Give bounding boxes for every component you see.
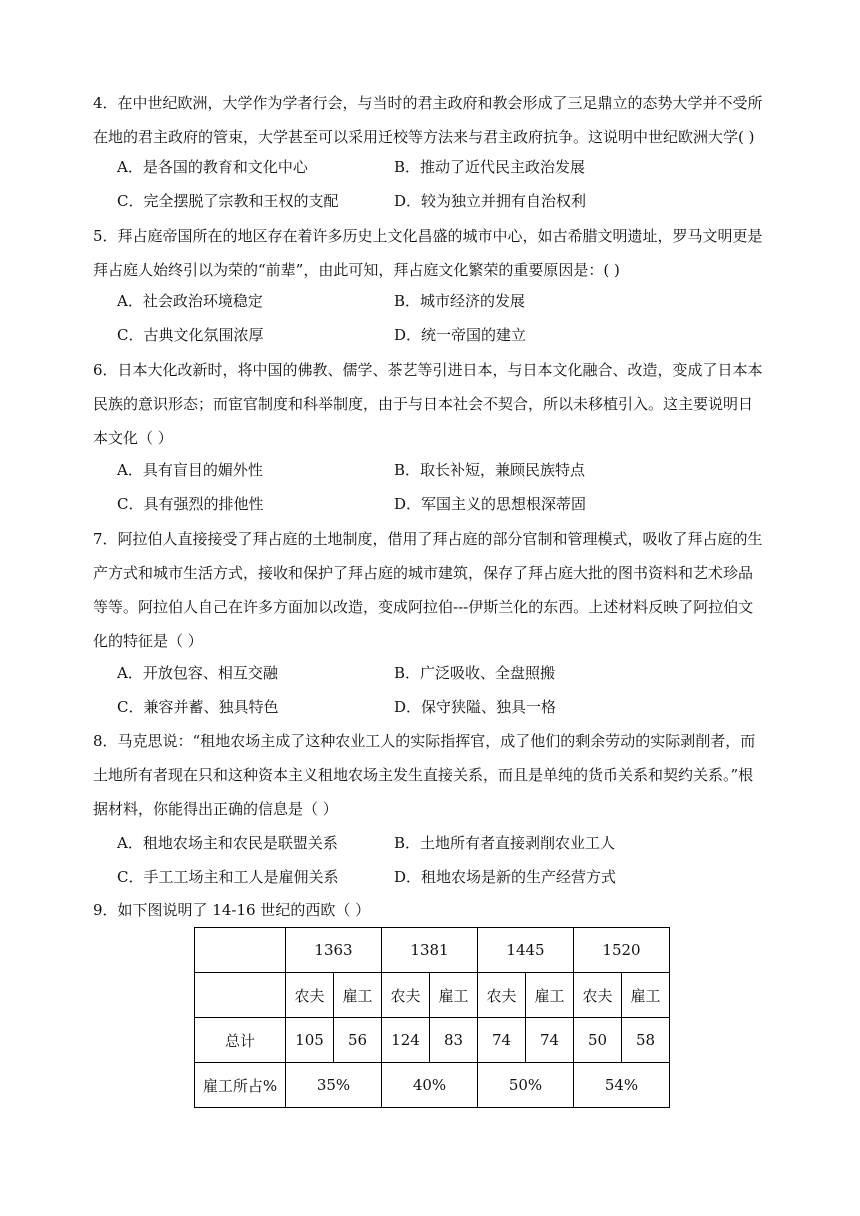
option-c[interactable]: C．具有强烈的排他性 xyxy=(117,495,264,513)
value-cell: 50 xyxy=(574,1018,622,1063)
subheader-cell: 雇工 xyxy=(526,973,574,1018)
subheader-cell: 农夫 xyxy=(286,973,334,1018)
option-d[interactable]: D．军国主义的思想根深蒂固 xyxy=(394,495,587,513)
option-d[interactable]: D．租地农场是新的生产经营方式 xyxy=(394,868,617,886)
question-text-line: 等等。阿拉伯人自己在许多方面加以改造，变成阿拉伯---伊斯兰化的东西。上述材料反映了阿拉伯文 xyxy=(93,598,754,616)
question-7-options xyxy=(117,656,767,724)
value-cell: 74 xyxy=(526,1018,574,1063)
question-text-line: 5．拜占庭帝国所在的地区存在着许多历史上文化昌盛的城市中心，如古希腊文明遗址，罗马文明更是 xyxy=(93,227,763,245)
table-row-percentages xyxy=(195,1063,670,1108)
year-header: 1445 xyxy=(478,928,574,973)
value-cell: 124 xyxy=(382,1018,430,1063)
option-b[interactable]: B．城市经济的发展 xyxy=(394,292,526,310)
option-c[interactable]: C．兼容并蓄、独具特色 xyxy=(117,698,279,716)
question-8-options xyxy=(117,826,767,894)
percent-cell: 35% xyxy=(286,1063,382,1108)
value-cell: 74 xyxy=(478,1018,526,1063)
option-c[interactable]: C．完全摆脱了宗教和王权的支配 xyxy=(117,192,339,210)
question-text-line: 8．马克思说：“租地农场主成了这种农业工人的实际指挥官，成了他们的剩余劳动的实际剥削者，而 xyxy=(93,732,756,750)
table-corner-cell xyxy=(195,928,286,973)
option-d[interactable]: D．保守狭隘、独具一格 xyxy=(394,698,557,716)
option-b[interactable]: B．取长补短，兼顾民族特点 xyxy=(394,461,586,479)
question-7 xyxy=(93,522,773,658)
option-a[interactable]: A．具有盲目的媚外性 xyxy=(117,461,263,479)
value-cell: 56 xyxy=(334,1018,382,1063)
year-header: 1520 xyxy=(574,928,670,973)
option-d[interactable]: D．统一帝国的建立 xyxy=(394,326,527,344)
option-b[interactable]: B．广泛吸收、全盘照搬 xyxy=(394,664,556,682)
option-b[interactable]: B．推动了近代民主政治发展 xyxy=(394,158,586,176)
question-8 xyxy=(93,724,773,826)
value-cell: 83 xyxy=(430,1018,478,1063)
percent-cell: 40% xyxy=(382,1063,478,1108)
question-5 xyxy=(93,219,773,287)
question-9 xyxy=(93,893,773,927)
option-c[interactable]: C．古典文化氛围浓厚 xyxy=(117,326,264,344)
table-empty-cell xyxy=(195,973,286,1018)
subheader-cell: 雇工 xyxy=(430,973,478,1018)
subheader-cell: 农夫 xyxy=(478,973,526,1018)
percent-cell: 54% xyxy=(574,1063,670,1108)
population-table xyxy=(194,927,670,1108)
subheader-cell: 农夫 xyxy=(574,973,622,1018)
question-text-line: 据材料，你能得出正确的信息是（ ） xyxy=(93,800,338,818)
percent-cell: 50% xyxy=(478,1063,574,1108)
question-text-line: 本文化（ ） xyxy=(93,429,173,447)
row-label: 总计 xyxy=(195,1018,286,1063)
question-4 xyxy=(93,86,773,154)
question-text-line: 在地的君主政府的管束，大学甚至可以采用迁校等方法来与君主政府抗争。这说明中世纪欧洲大学( ) xyxy=(93,128,755,146)
question-text-line: 6．日本大化改新时，将中国的佛教、儒学、茶艺等引进日本，与日本文化融合、改造，变成了日本本 xyxy=(93,361,763,379)
question-text-line: 化的特征是（ ） xyxy=(93,632,203,650)
question-text-line: 民族的意识形态；而宦官制度和科举制度，由于与日本社会不契合，所以未移植引入。这主要说明日 xyxy=(93,395,754,413)
option-a[interactable]: A．开放包容、相互交融 xyxy=(117,664,278,682)
option-b[interactable]: B．土地所有者直接剥削农业工人 xyxy=(394,834,616,852)
year-header: 1381 xyxy=(382,928,478,973)
subheader-cell: 农夫 xyxy=(382,973,430,1018)
question-4-options xyxy=(117,150,767,218)
table-row-subheaders xyxy=(195,973,670,1018)
question-text-line: 拜占庭人始终引以为荣的“前辈”，由此可知，拜占庭文化繁荣的重要原因是：( ) xyxy=(93,261,620,279)
subheader-cell: 雇工 xyxy=(334,973,382,1018)
question-text-line: 产方式和城市生活方式，接收和保护了拜占庭的城市建筑，保存了拜占庭大批的图书资料和艺术珍品 xyxy=(93,564,754,582)
table-row-years xyxy=(195,928,670,973)
row-label: 雇工所占% xyxy=(195,1063,286,1108)
table-row-totals xyxy=(195,1018,670,1063)
option-d[interactable]: D．较为独立并拥有自治权利 xyxy=(394,192,587,210)
value-cell: 58 xyxy=(622,1018,670,1063)
value-cell: 105 xyxy=(286,1018,334,1063)
option-a[interactable]: A．租地农场主和农民是联盟关系 xyxy=(117,834,338,852)
subheader-cell: 雇工 xyxy=(622,973,670,1018)
question-5-options xyxy=(117,284,767,352)
question-6 xyxy=(93,353,773,455)
year-header: 1363 xyxy=(286,928,382,973)
question-text-line: 4．在中世纪欧洲，大学作为学者行会，与当时的君主政府和教会形成了三足鼎立的态势大学并不受所 xyxy=(93,94,763,112)
option-a[interactable]: A．是各国的教育和文化中心 xyxy=(117,158,308,176)
question-6-options xyxy=(117,453,767,521)
option-c[interactable]: C．手工工场主和工人是雇佣关系 xyxy=(117,868,339,886)
question-text-line: 土地所有者现在只和这种资本主义租地农场主发生直接关系，而且是单纯的货币关系和契约关系。”根 xyxy=(93,766,754,784)
option-a[interactable]: A．社会政治环境稳定 xyxy=(117,292,263,310)
question-text-line: 7．阿拉伯人直接接受了拜占庭的土地制度，借用了拜占庭的部分官制和管理模式，吸收了拜占庭的生 xyxy=(93,530,763,548)
question-text-line: 9．如下图说明了 14-16 世纪的西欧（ ） xyxy=(93,901,371,919)
